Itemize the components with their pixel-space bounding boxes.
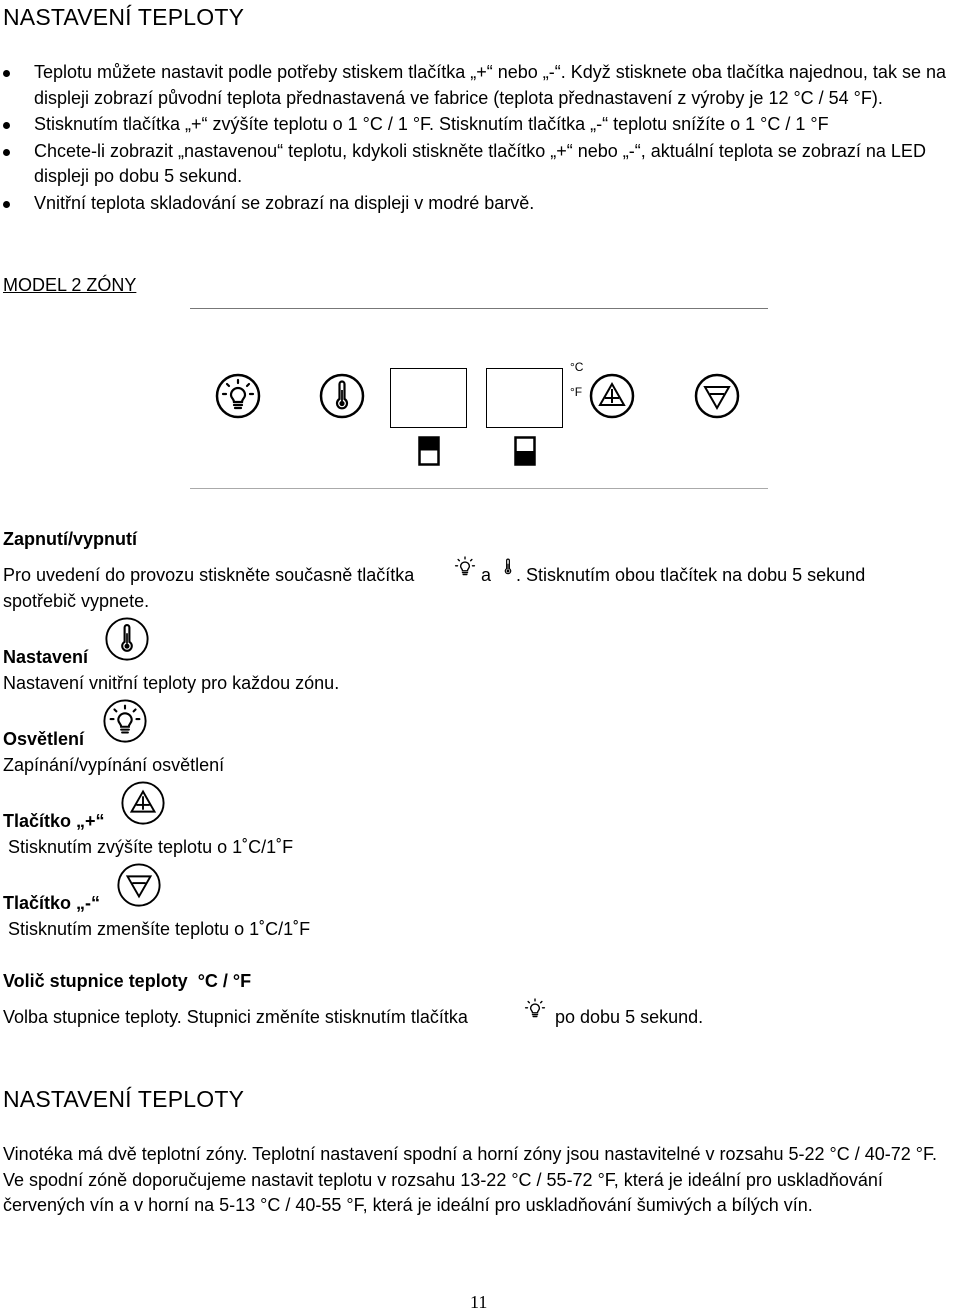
- unit-fahrenheit-indicator: °F: [570, 385, 583, 399]
- scale-text-start: Volba stupnice teploty. Stupnici změníte stisknutím tlačítka: [3, 1007, 468, 1027]
- power-text-continuation: spotřebič vypnete.: [3, 591, 150, 611]
- list-item-text: Stisknutím tlačítka „+“ zvýšíte teplotu o 1 °C / 1 °F. Stisknutím tlačítka „-“ teplotu snížíte o 1 °C / 1 °F: [34, 114, 829, 134]
- setting-section-title: Nastavení: [3, 647, 89, 667]
- panel-top-divider: [190, 308, 768, 309]
- power-text-end: . Stisknutím obou tlačítek na dobu 5 sekund: [516, 565, 866, 585]
- scale-section-title: Volič stupnice teploty °C / °F: [3, 971, 252, 991]
- bullet-dot-icon: [3, 149, 10, 156]
- upper-zone-display: [390, 368, 467, 428]
- section-heading: NASTAVENÍ TEPLOTY: [3, 1086, 245, 1112]
- plus-section-title: Tlačítko „+“: [3, 811, 105, 831]
- list-item-text: Chcete-li zobrazit „nastavenou“ teplotu, kdykoli stiskněte tlačítko „+“ nebo „-“, aktuální teplota se zobrazí na LED displeji po dobu 5 sekund.: [34, 140, 926, 186]
- plus-triangle-icon: [588, 372, 636, 420]
- model-label: MODEL 2 ZÓNY: [3, 275, 137, 295]
- plus-button[interactable]: [588, 372, 636, 420]
- lighting-section-text: Zapínání/vypínání osvětlení: [3, 755, 225, 775]
- plus-triangle-button-icon: [120, 780, 166, 826]
- light-button[interactable]: [214, 372, 262, 420]
- bulb-button-icon: [102, 698, 148, 744]
- bullet-dot-icon: [3, 201, 10, 208]
- page-number: 11: [470, 1292, 488, 1312]
- scale-text-end: po dobu 5 sekund.: [555, 1007, 704, 1027]
- list-item: [0, 139, 960, 190]
- minus-button[interactable]: [693, 372, 741, 420]
- unit-celsius-indicator: °C: [570, 360, 584, 374]
- list-item: [0, 191, 960, 217]
- power-section-title: Zapnutí/vypnutí: [3, 529, 137, 549]
- thermometer-button-icon: [104, 616, 150, 662]
- minus-triangle-button-icon: [116, 862, 162, 908]
- power-text-and: a: [481, 565, 492, 585]
- minus-section-text: Stisknutím zmenšíte teplotu o 1˚C/1˚F: [8, 919, 311, 939]
- bulb-icon: [214, 372, 262, 420]
- page-heading: NASTAVENÍ TEPLOTY: [3, 4, 245, 30]
- panel-bottom-divider: [190, 488, 768, 489]
- lighting-section-title: Osvětlení: [3, 729, 85, 749]
- list-item: [0, 60, 960, 111]
- plus-section-text: Stisknutím zvýšíte teplotu o 1˚C/1˚F: [8, 837, 294, 857]
- bulb-icon: [450, 552, 480, 582]
- lower-zone-indicator-icon: [514, 436, 536, 466]
- minus-section-title: Tlačítko „-“: [3, 893, 101, 913]
- power-text-start: Pro uvedení do provozu stiskněte současně tlačítka: [3, 565, 415, 585]
- control-panel: [190, 330, 770, 490]
- instructions-list: [0, 60, 960, 217]
- zones-paragraph: Vinotéka má dvě teplotní zóny. Teplotní nastavení spodní a horní zóny jsou nastavitelné v rozsahu 5-22 °C / 40-72 °F. Ve spodní zóně doporučujeme nastavit teplotu v rozsahu 13-22 °C / 55-72 °F, která je ideální pro uskladňování červených vín a v horní na 5-13 °C / 40-55 °F, která je ideální pro uskladňování šumivých a bílých vín.: [3, 1144, 937, 1215]
- list-item-text: Teplotu můžete nastavit podle potřeby stiskem tlačítka „+“ nebo „-“. Když stisknete oba tlačítka najednou, tak se na displeji zobrazí původní teplota přednastavená ve fabrice (teplota přednastavení z výroby je 12 °C / 54 °F).: [34, 62, 946, 108]
- thermometer-icon: [318, 372, 366, 420]
- list-item: [0, 112, 960, 138]
- lower-zone-display: [486, 368, 563, 428]
- bulb-icon: [520, 994, 550, 1024]
- temperature-button[interactable]: [318, 372, 366, 420]
- upper-zone-indicator-icon: [418, 436, 440, 466]
- bullet-dot-icon: [3, 122, 10, 129]
- minus-triangle-icon: [693, 372, 741, 420]
- setting-section-text: Nastavení vnitřní teploty pro každou zónu.: [3, 673, 340, 693]
- list-item-text: Vnitřní teplota skladování se zobrazí na displeji v modré barvě.: [34, 192, 535, 213]
- bullet-dot-icon: [3, 70, 10, 77]
